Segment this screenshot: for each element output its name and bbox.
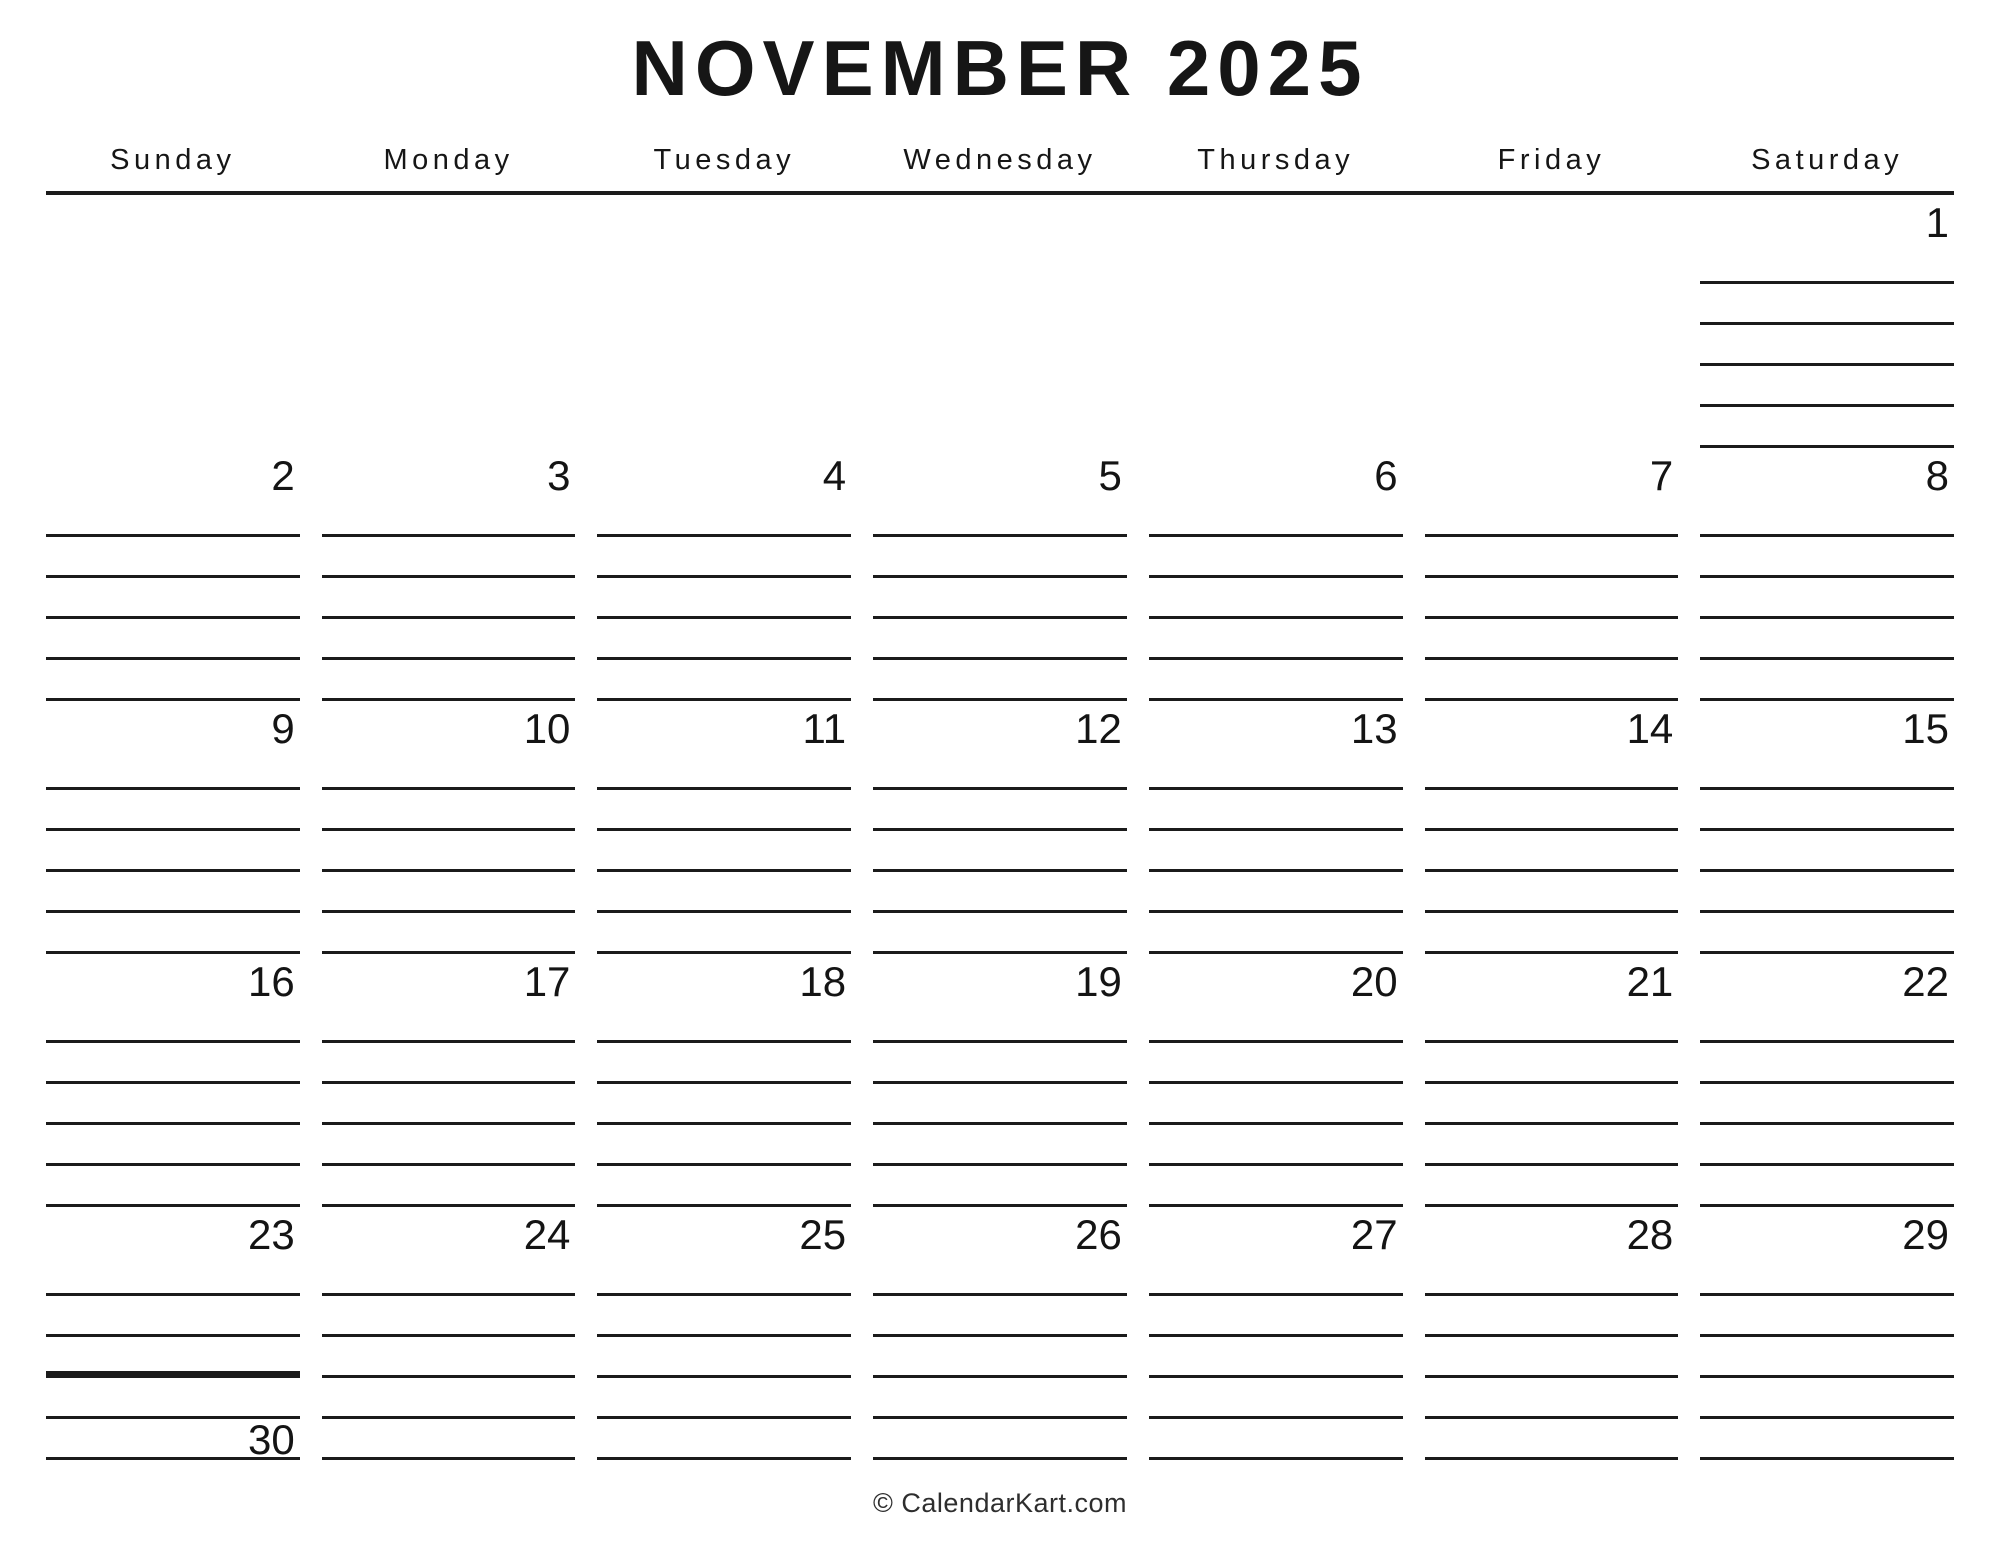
note-line [1700, 407, 1954, 448]
note-line [1700, 1002, 1954, 1043]
note-line [1149, 1002, 1403, 1043]
day-cell-5 [873, 448, 1127, 701]
note-line [597, 749, 851, 790]
note-line [46, 1002, 300, 1043]
note-line [46, 1255, 300, 1296]
day-number-15: 15 [1902, 705, 1949, 753]
day-number-1: 1 [1925, 199, 1949, 247]
note-line [597, 1043, 851, 1084]
note-line [322, 1419, 576, 1460]
day-cell-17 [322, 954, 576, 1207]
day-number-29: 29 [1902, 1211, 1949, 1259]
weekday-tuesday: Tuesday [653, 143, 796, 176]
note-line [322, 1337, 576, 1378]
note-line [1425, 1337, 1679, 1378]
note-line [1700, 1043, 1954, 1084]
note-line [597, 1255, 851, 1296]
note-line [873, 660, 1127, 701]
day-number-23: 23 [247, 1211, 295, 1259]
note-line [1425, 496, 1679, 537]
note-line [1425, 1166, 1679, 1207]
note-line [1149, 1337, 1403, 1378]
day-number-21: 21 [1626, 958, 1674, 1006]
note-line [1425, 872, 1679, 913]
day-cell-13 [1149, 701, 1403, 954]
note-line [873, 1419, 1127, 1460]
note-line [1425, 660, 1679, 701]
note-line [1700, 1378, 1954, 1419]
note-line [873, 1043, 1127, 1084]
note-line [1700, 1419, 1954, 1460]
note-line [597, 1084, 851, 1125]
day-number-17: 17 [523, 958, 571, 1006]
note-line [46, 872, 300, 913]
note-line [322, 1296, 576, 1337]
weekday-friday: Friday [1497, 143, 1606, 176]
day-number-7: 7 [1649, 452, 1674, 500]
note-line [873, 1378, 1127, 1419]
note-line [322, 619, 576, 660]
day-cell-7 [1425, 448, 1679, 701]
note-line [1700, 537, 1954, 578]
note-line [46, 831, 300, 872]
day-cell-16 [46, 954, 300, 1207]
note-line [597, 1337, 851, 1378]
note-line [322, 913, 576, 954]
day-number-30: 30 [247, 1416, 295, 1464]
note-line [873, 1255, 1127, 1296]
day-number-10: 10 [523, 705, 571, 753]
day-cell-10 [322, 701, 576, 954]
note-line [873, 1125, 1127, 1166]
note-line [46, 1166, 300, 1207]
note-line [1149, 578, 1403, 619]
note-line [1700, 872, 1954, 913]
weekday-sunday: Sunday [110, 143, 236, 176]
note-line [1700, 496, 1954, 537]
note-line [1700, 243, 1954, 284]
note-line [322, 537, 576, 578]
day-cell-empty [873, 195, 1127, 448]
note-line [46, 578, 300, 619]
note-line [597, 1002, 851, 1043]
note-line [1425, 1043, 1679, 1084]
note-line [322, 1166, 576, 1207]
note-line [322, 1125, 576, 1166]
note-line [873, 1166, 1127, 1207]
day-cell-empty [46, 195, 300, 448]
note-line [597, 578, 851, 619]
note-line [1700, 913, 1954, 954]
note-line [1425, 1378, 1679, 1419]
note-line [1149, 1166, 1403, 1207]
note-line [322, 1084, 576, 1125]
note-line [322, 1002, 576, 1043]
day-number-18: 18 [799, 958, 847, 1006]
note-line [873, 1002, 1127, 1043]
note-line [597, 913, 851, 954]
day-number-3: 3 [547, 452, 571, 500]
day-number-14: 14 [1626, 705, 1674, 753]
note-line [46, 1084, 300, 1125]
weekday-thursday: Thursday [1197, 143, 1355, 176]
day-number-11: 11 [802, 705, 847, 753]
note-line [1425, 619, 1679, 660]
day-cell-empty [322, 195, 576, 448]
note-line [1425, 1255, 1679, 1296]
week-row-2 [46, 448, 1954, 701]
day-number-2: 2 [271, 452, 295, 500]
day-number-19: 19 [1075, 958, 1122, 1006]
note-line [597, 1378, 851, 1419]
note-line [1149, 913, 1403, 954]
week-row-4 [46, 954, 1954, 1207]
note-line [873, 1337, 1127, 1378]
day-cell-19 [873, 954, 1127, 1207]
note-line [597, 619, 851, 660]
note-line [1425, 790, 1679, 831]
note-line [46, 660, 300, 701]
day-cell-empty [1149, 195, 1403, 448]
note-line [46, 790, 300, 831]
note-line [1700, 749, 1954, 790]
note-line [322, 790, 576, 831]
day-cell-20 [1149, 954, 1403, 1207]
note-line [1700, 325, 1954, 366]
note-line [1149, 749, 1403, 790]
note-line [597, 1166, 851, 1207]
note-line [873, 578, 1127, 619]
day-cell-29 [1700, 1207, 1954, 1460]
day-cell-6 [1149, 448, 1403, 701]
note-line [322, 872, 576, 913]
day-number-25: 25 [799, 1211, 847, 1259]
weekday-saturday: Saturday [1751, 143, 1904, 176]
note-line [1149, 831, 1403, 872]
note-line [1425, 749, 1679, 790]
day-cell-14 [1425, 701, 1679, 954]
note-line [1425, 537, 1679, 578]
day-number-26: 26 [1075, 1211, 1122, 1259]
note-line [1700, 1084, 1954, 1125]
note-line [873, 872, 1127, 913]
day-cell-22 [1700, 954, 1954, 1207]
day-number-27: 27 [1350, 1211, 1398, 1259]
note-line [1700, 1296, 1954, 1337]
note-line [1149, 1296, 1403, 1337]
note-line [322, 1378, 576, 1419]
weekday-monday: Monday [383, 143, 514, 176]
day-cell-25 [597, 1207, 851, 1460]
note-line [1700, 660, 1954, 701]
note-line [46, 1378, 300, 1419]
week-row-1 [46, 195, 1954, 448]
day-cell-12 [873, 701, 1127, 954]
note-line [597, 660, 851, 701]
note-line [1425, 1419, 1679, 1460]
week-row-5 [46, 1207, 1954, 1464]
note-line [46, 619, 300, 660]
day-cell-28 [1425, 1207, 1679, 1460]
note-line [1700, 1166, 1954, 1207]
note-line [1149, 619, 1403, 660]
note-line [1149, 872, 1403, 913]
note-line [322, 578, 576, 619]
weekday-header-row [46, 144, 1954, 195]
day-cell-18 [597, 954, 851, 1207]
note-line [597, 1419, 851, 1460]
note-line [1425, 1084, 1679, 1125]
note-line [1700, 619, 1954, 660]
note-line [1149, 1043, 1403, 1084]
calendar-weeks [46, 195, 1954, 1464]
note-line [597, 790, 851, 831]
day-cell-empty [1425, 195, 1679, 448]
note-line [1425, 831, 1679, 872]
note-line [1700, 831, 1954, 872]
note-line [873, 619, 1127, 660]
day-cell-27 [1149, 1207, 1403, 1460]
note-line [873, 831, 1127, 872]
day-cell-empty [597, 195, 851, 448]
note-line [873, 496, 1127, 537]
note-line [873, 1084, 1127, 1125]
day-cell-26 [873, 1207, 1127, 1460]
note-line [1149, 1378, 1403, 1419]
day-number-5: 5 [1098, 452, 1122, 500]
day-number-24: 24 [523, 1211, 571, 1259]
note-line [1700, 578, 1954, 619]
day-cell-21 [1425, 954, 1679, 1207]
day-number-22: 22 [1902, 958, 1949, 1006]
note-line [1425, 1296, 1679, 1337]
note-line [597, 831, 851, 872]
note-line [873, 790, 1127, 831]
day-cell-8 [1700, 448, 1954, 701]
day-number-20: 20 [1350, 958, 1398, 1006]
footer-credit: © CalendarKart.com [873, 1487, 1127, 1518]
note-line [1149, 1125, 1403, 1166]
note-line [1149, 660, 1403, 701]
note-line [1700, 284, 1954, 325]
week-row-3 [46, 701, 1954, 954]
note-line [1149, 496, 1403, 537]
note-line [1425, 913, 1679, 954]
note-line [1149, 790, 1403, 831]
note-line [1425, 1125, 1679, 1166]
day-cell-4 [597, 448, 851, 701]
note-line [322, 831, 576, 872]
day-cell-2 [46, 448, 300, 701]
note-line [597, 496, 851, 537]
day-number-9: 9 [271, 705, 295, 753]
note-line [873, 913, 1127, 954]
note-line [873, 1296, 1127, 1337]
day-number-13: 13 [1350, 705, 1398, 753]
day-number-16: 16 [247, 958, 295, 1006]
note-line [322, 660, 576, 701]
note-line [1700, 1125, 1954, 1166]
note-line [597, 1296, 851, 1337]
note-line [322, 749, 576, 790]
calendar-title: NOVEMBER 2025 [631, 24, 1369, 112]
day-cell-1 [1700, 195, 1954, 448]
note-line [322, 1043, 576, 1084]
note-line [873, 537, 1127, 578]
note-line [46, 1125, 300, 1166]
note-line [322, 496, 576, 537]
note-line [1700, 790, 1954, 831]
note-line [1425, 578, 1679, 619]
note-line [46, 913, 300, 954]
day-number-12: 12 [1075, 705, 1122, 753]
calendar-grid [46, 143, 1954, 1464]
note-line [597, 1125, 851, 1166]
day-number-28: 28 [1626, 1211, 1674, 1259]
note-line [1700, 366, 1954, 407]
note-line [46, 496, 300, 537]
note-line [46, 1416, 300, 1464]
day-cell-24 [322, 1207, 576, 1460]
weekday-wednesday: Wednesday [903, 143, 1097, 176]
day-cell-9 [46, 701, 300, 954]
note-line [873, 749, 1127, 790]
day-cell-15 [1700, 701, 1954, 954]
day-cell-3 [322, 448, 576, 701]
note-line [1425, 1002, 1679, 1043]
note-line [1149, 537, 1403, 578]
note-line [597, 872, 851, 913]
note-line [46, 749, 300, 790]
day-number-8: 8 [1925, 452, 1949, 500]
note-line-bold [46, 1337, 300, 1378]
note-line [1149, 1419, 1403, 1460]
note-line [597, 537, 851, 578]
note-line [46, 1043, 300, 1084]
note-line [1149, 1084, 1403, 1125]
day-number-6: 6 [1374, 452, 1398, 500]
note-line [1700, 1337, 1954, 1378]
note-line [1149, 1255, 1403, 1296]
note-line [46, 537, 300, 578]
note-line [1700, 1255, 1954, 1296]
note-line [322, 1255, 576, 1296]
day-cell-23 [46, 1207, 300, 1464]
day-cell-11 [597, 701, 851, 954]
day-number-4: 4 [822, 452, 847, 500]
note-line [46, 1296, 300, 1337]
